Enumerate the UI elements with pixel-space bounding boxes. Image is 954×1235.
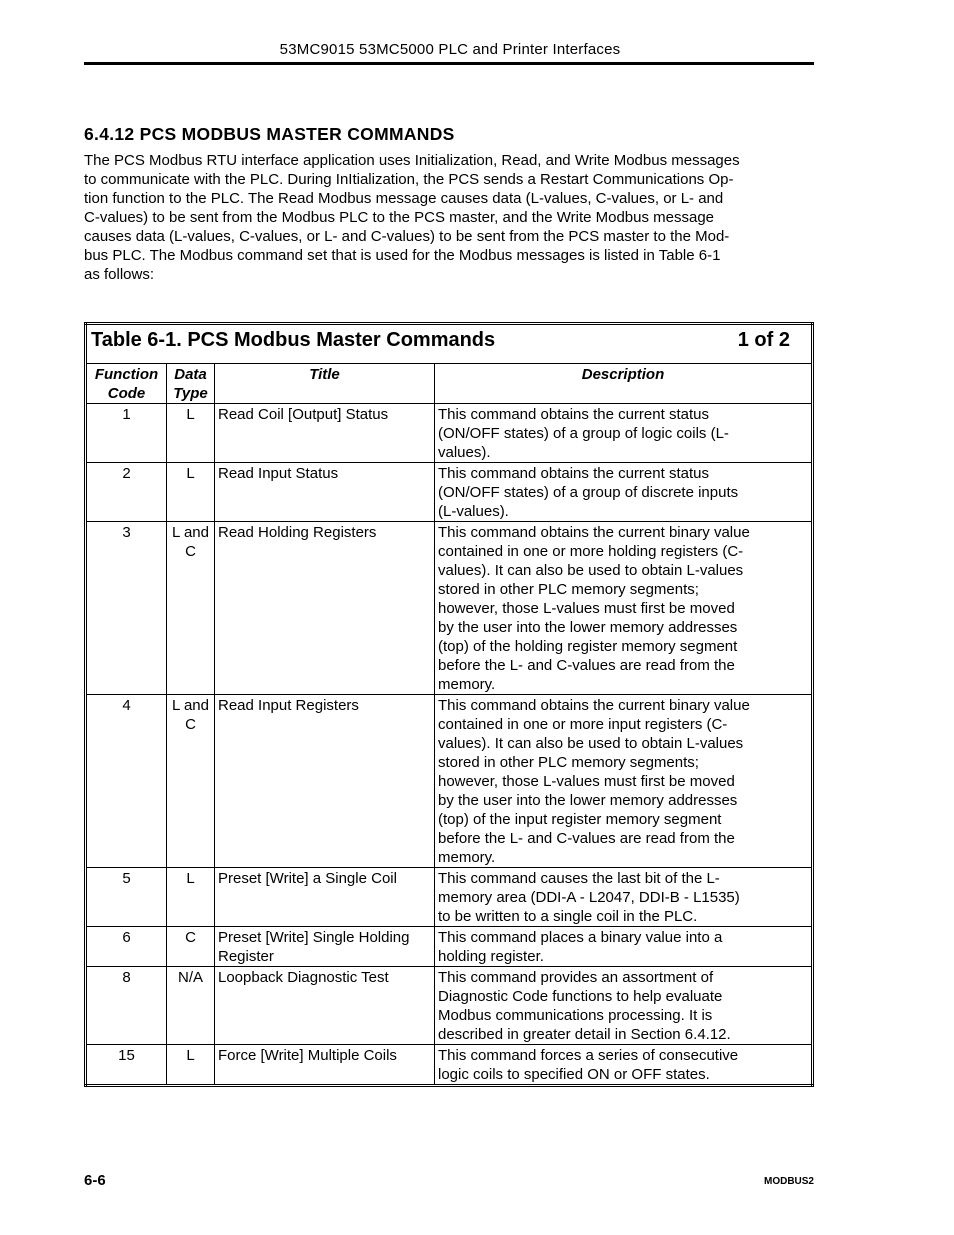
command-title-cell: Force [Write] Multiple Coils bbox=[215, 1045, 435, 1086]
description-line: values). It can also be used to obtain L-values bbox=[438, 562, 744, 579]
command-title-cell: Read Input Registers bbox=[215, 695, 435, 868]
header-code-line2: Code bbox=[107, 385, 146, 402]
section-heading: 6.4.12 PCS MODBUS MASTER COMMANDS bbox=[84, 124, 455, 144]
description-line: This command forces a series of consecutive bbox=[438, 1047, 739, 1064]
description-line: memory. bbox=[438, 849, 496, 866]
description-line: Diagnostic Code functions to help evaluate bbox=[438, 988, 723, 1005]
description-line: however, those L-values must first be moved bbox=[438, 600, 735, 617]
command-title-cell: Read Holding Registers bbox=[215, 522, 435, 695]
page-header-title: 53MC9015 53MC5000 PLC and Printer Interfaces bbox=[279, 41, 621, 58]
header-type-line2: Type bbox=[173, 385, 208, 402]
command-title-cell: Read Coil [Output] Status bbox=[215, 404, 435, 463]
table-row bbox=[86, 695, 813, 868]
table-page-indicator: 1 of 2 bbox=[737, 329, 790, 351]
description-line: before the L- and C-values are read from the bbox=[438, 657, 735, 674]
function-code-cell: 6 bbox=[86, 927, 167, 967]
data-type-cell: L bbox=[167, 404, 215, 463]
description-line: Modbus communications processing. It is bbox=[438, 1007, 713, 1024]
table-row bbox=[86, 927, 813, 967]
intro-line: bus PLC. The Modbus command set that is used for the Modbus messages is listed in Table 6-1 bbox=[84, 247, 721, 264]
description-line: by the user into the lower memory addresses bbox=[438, 792, 738, 809]
description-line: memory area (DDI-A - L2047, DDI-B - L1535) bbox=[438, 889, 740, 906]
commands-table bbox=[84, 322, 814, 1087]
description-line: This command causes the last bit of the L- bbox=[438, 870, 720, 887]
data-type-cell: L bbox=[167, 463, 215, 522]
description-line: This command obtains the current binary value bbox=[438, 524, 750, 541]
command-title-cell: Preset [Write] Single Holding Register bbox=[215, 927, 435, 967]
table-caption-row bbox=[86, 324, 813, 364]
description-line: logic coils to specified ON or OFF states. bbox=[438, 1066, 710, 1083]
table-row bbox=[86, 967, 813, 1045]
header-function-code bbox=[86, 364, 167, 404]
intro-line: to communicate with the PLC. During InItialization, the PCS sends a Restart Communications Op- bbox=[84, 171, 734, 188]
description-cell bbox=[435, 695, 813, 868]
description-line: This command provides an assortment of bbox=[438, 969, 714, 986]
description-line: memory. bbox=[438, 676, 496, 693]
description-line: to be written to a single coil in the PLC. bbox=[438, 908, 698, 925]
table-row bbox=[86, 463, 813, 522]
intro-line: as follows: bbox=[84, 266, 155, 283]
table-caption bbox=[86, 324, 813, 364]
function-code-cell: 2 bbox=[86, 463, 167, 522]
description-line: (top) of the holding register memory segment bbox=[438, 638, 738, 655]
data-type-cell: L and C bbox=[167, 522, 215, 695]
command-title-cell: Preset [Write] a Single Coil bbox=[215, 868, 435, 927]
description-line: however, those L-values must first be moved bbox=[438, 773, 735, 790]
table-row bbox=[86, 522, 813, 695]
description-line: contained in one or more holding registers (C- bbox=[438, 543, 744, 560]
description-line: contained in one or more input registers (C- bbox=[438, 716, 728, 733]
description-cell bbox=[435, 868, 813, 927]
table-row bbox=[86, 1045, 813, 1086]
footer-page-number: 6-6 bbox=[84, 1172, 106, 1189]
function-code-cell: 15 bbox=[86, 1045, 167, 1086]
data-type-cell: L and C bbox=[167, 695, 215, 868]
header-description: Description bbox=[435, 364, 813, 404]
description-line: This command obtains the current binary value bbox=[438, 697, 750, 714]
command-title-cell: Read Input Status bbox=[215, 463, 435, 522]
description-cell bbox=[435, 404, 813, 463]
function-code-cell: 4 bbox=[86, 695, 167, 868]
function-code-cell: 3 bbox=[86, 522, 167, 695]
description-line: This command places a binary value into a bbox=[438, 929, 723, 946]
intro-line: The PCS Modbus RTU interface application uses Initialization, Read, and Write Modbus messages bbox=[84, 152, 740, 169]
table-header-row bbox=[86, 364, 813, 404]
description-line: holding register. bbox=[438, 948, 544, 965]
description-cell bbox=[435, 967, 813, 1045]
data-type-cell: C bbox=[167, 927, 215, 967]
header-type-line1: Data bbox=[174, 366, 207, 383]
description-line: stored in other PLC memory segments; bbox=[438, 581, 699, 598]
description-line: (L-values). bbox=[438, 503, 509, 520]
header-data-type bbox=[167, 364, 215, 404]
description-line: (top) of the input register memory segment bbox=[438, 811, 722, 828]
description-line: values). bbox=[438, 444, 491, 461]
function-code-cell: 1 bbox=[86, 404, 167, 463]
description-line: values). It can also be used to obtain L-values bbox=[438, 735, 744, 752]
intro-paragraph bbox=[84, 151, 814, 284]
table-body bbox=[86, 404, 813, 1086]
table-row bbox=[86, 868, 813, 927]
header-code-line1: Function bbox=[94, 366, 159, 383]
description-line: by the user into the lower memory addresses bbox=[438, 619, 738, 636]
description-cell bbox=[435, 522, 813, 695]
description-line: This command obtains the current status bbox=[438, 406, 709, 423]
header-title: Title bbox=[215, 364, 435, 404]
function-code-cell: 8 bbox=[86, 967, 167, 1045]
description-line: (ON/OFF states) of a group of discrete inputs bbox=[438, 484, 739, 501]
description-line: described in greater detail in Section 6.4.12. bbox=[438, 1026, 731, 1043]
description-cell bbox=[435, 927, 813, 967]
intro-line: tion function to the PLC. The Read Modbus message causes data (L-values, C-values, or L- and bbox=[84, 190, 724, 207]
description-line: before the L- and C-values are read from the bbox=[438, 830, 735, 847]
table-caption-title: Table 6-1. PCS Modbus Master Commands bbox=[91, 329, 496, 351]
description-line: stored in other PLC memory segments; bbox=[438, 754, 699, 771]
description-line: This command obtains the current status bbox=[438, 465, 709, 482]
function-code-cell: 5 bbox=[86, 868, 167, 927]
command-title-cell: Loopback Diagnostic Test bbox=[215, 967, 435, 1045]
data-type-cell: N/A bbox=[167, 967, 215, 1045]
description-line: (ON/OFF states) of a group of logic coils (L- bbox=[438, 425, 729, 442]
description-cell bbox=[435, 463, 813, 522]
table-row bbox=[86, 404, 813, 463]
intro-line: C-values) to be sent from the Modbus PLC to the PCS master, and the Write Modbus message bbox=[84, 209, 715, 226]
header-rule bbox=[84, 62, 814, 65]
data-type-cell: L bbox=[167, 868, 215, 927]
footer-doc-code: MODBUS2 bbox=[763, 1176, 814, 1187]
description-cell bbox=[435, 1045, 813, 1086]
data-type-cell: L bbox=[167, 1045, 215, 1086]
intro-line: causes data (L-values, C-values, or L- and C-values) to be sent from the PCS master to the Mod- bbox=[84, 228, 730, 245]
